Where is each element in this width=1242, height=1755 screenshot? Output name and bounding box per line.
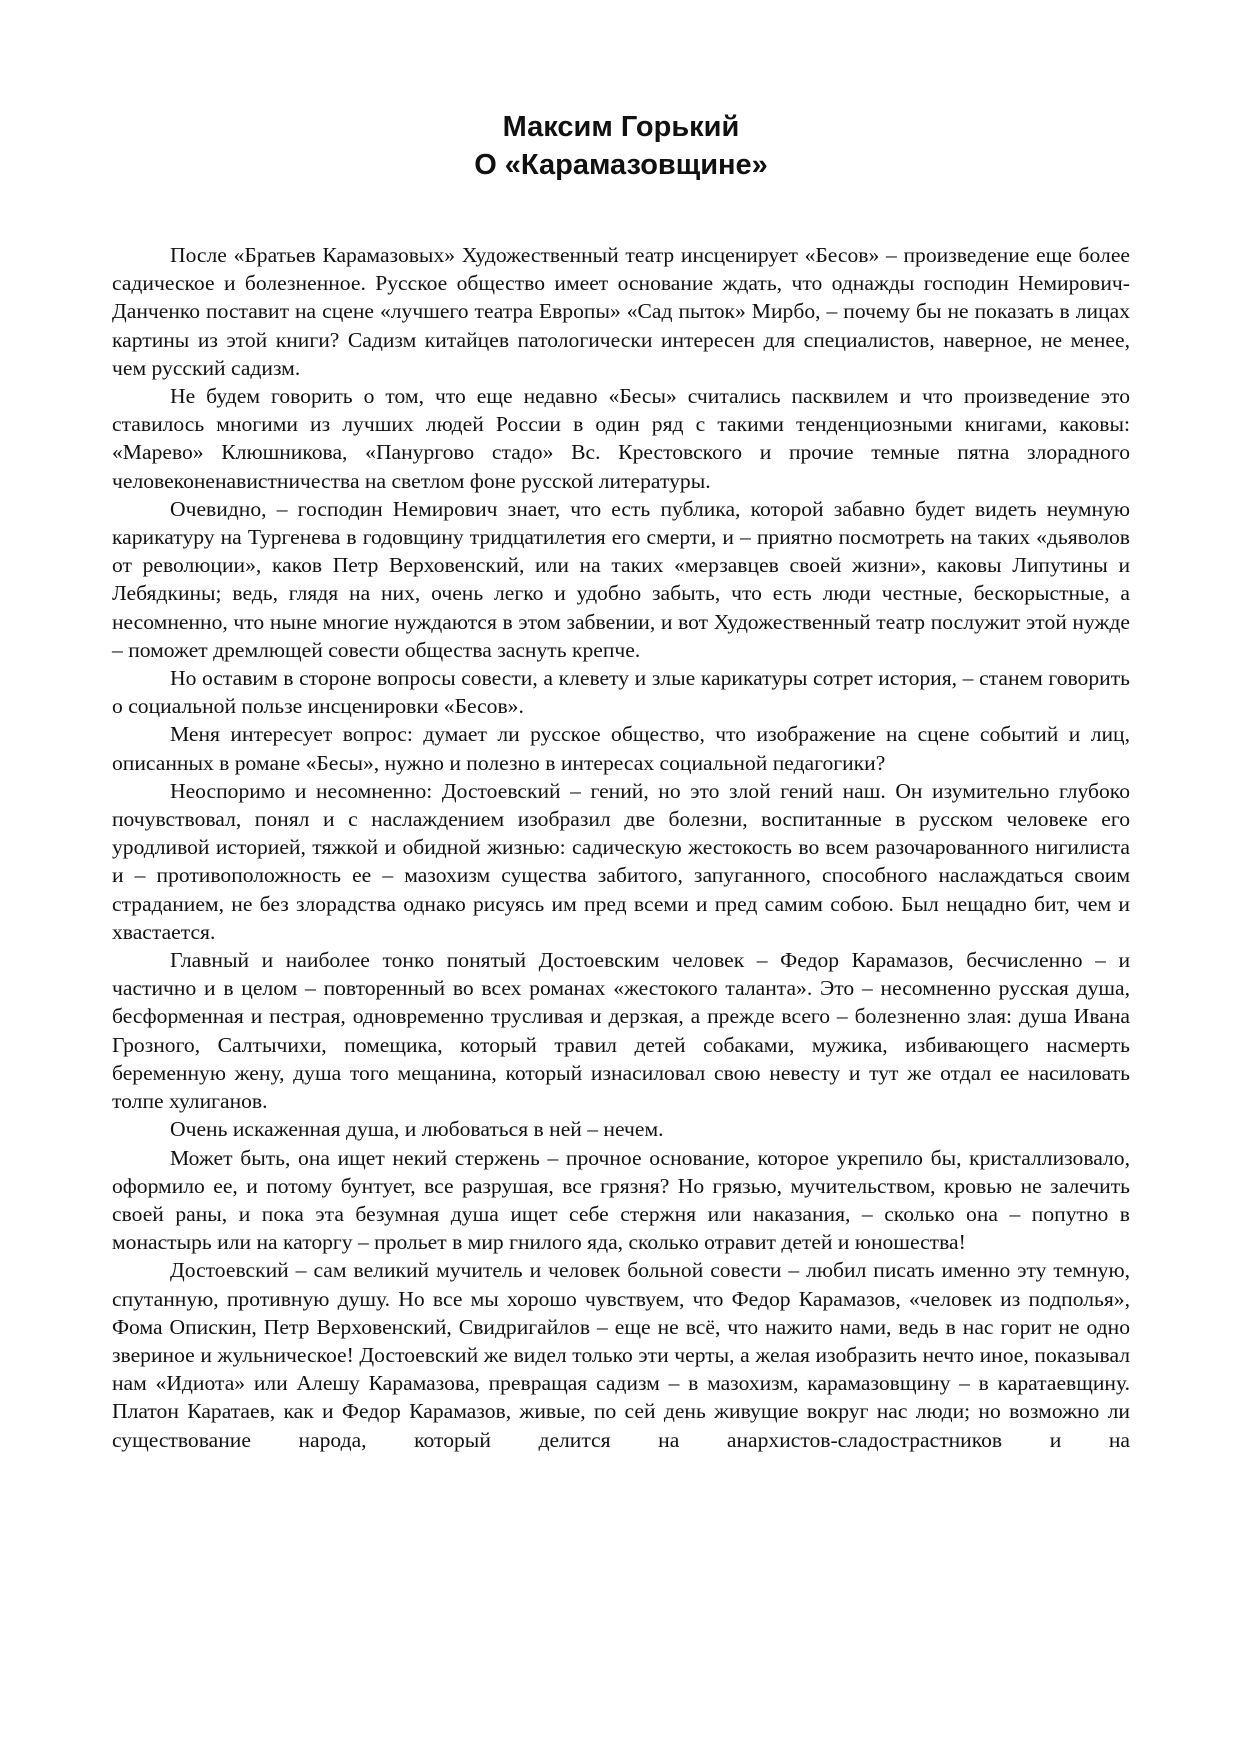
paragraph: Но оставим в стороне вопросы совести, а клевету и злые карикатуры сотрет история, – станем говорить о социальной пользе инсценировки «Бесов». xyxy=(112,666,1130,719)
essay-title: О «Карамазовщине» xyxy=(474,149,768,181)
paragraph: Главный и наиболее тонко понятый Достоевским человек – Федор Карамазов, бесчисленно – и частично и в целом – повторенный во всех романах «жестокого таланта». Это – несомненно русская душа, бесформенная и пестрая, одновременно трусливая и дерзкая, а прежде всего – болезненно злая: душа Ивана Грозного, Салтычихи, помещика, который травил детей собаками, мужика, избивающего насмерть беременную жену, душа того мещанина, который изнасиловал свою невесту и тут же отдал ее насиловать толпе хулиганов. xyxy=(112,948,1130,1114)
paragraph: Очевидно, – господин Немирович знает, что есть публика, которой забавно будет видеть неумную карикатуру на Тургенева в годовщину тридцатилетия его смерти, и – приятно посмотреть на таких «дьяволов от революции», каков Петр Верховенский, или на таких «мерзавцев своей жизни», каковы Липутины и Лебядкины; ведь, глядя на них, очень легко и удобно забыть, что есть люди честные, бескорыстные, а несомненно, что ныне многие нуждаются в этом забвении, и вот Художественный театр послужит этой нужде – поможет дремлющей совести общества заснуть крепче. xyxy=(112,496,1130,662)
paragraph: Может быть, она ищет некий стержень – прочное основание, которое укрепило бы, кристаллизовало, оформило ее, и потому бунтует, все разрушая, все грязня? Но грязью, мучительством, кровью не залечить своей раны, и пока эта безумная душа ищет себе стержня или наказания, – сколько она – попутно в монастырь или на каторгу – прольет в мир гнилого яда, сколько отравит детей и юношества! xyxy=(112,1145,1130,1255)
title-block xyxy=(0,108,1242,184)
paragraph: Очень искаженная душа, и любоваться в ней – нечем. xyxy=(170,1117,664,1142)
paragraph: Неоспоримо и несомненно: Достоевский – гений, но это злой гений наш. Он изумительно глубоко почувствовал, понял и с наслаждением изобразил две болезни, воспитанные в русском человеке его уродливой историей, тяжкой и обидной жизнью: садическую жестокость во всем разочарованного нигилиста и – противоположность ее – мазохизм существа забитого, запуганного, способного наслаждаться своим страданием, не без злорадства однако рисуясь им пред всеми и пред самим собою. Был нещадно бит, чем и хвастается. xyxy=(112,778,1130,944)
paragraph: Не будем говорить о том, что еще недавно «Бесы» считались пасквилем и что произведение это ставилось многими из лучших людей России в один ряд с такими тенденциозными книгами, каковы: «Марево» Клюшникова, «Панургово стадо» Вс. Крестовского и прочие темные пятна злорадного человеконенавистничества на светлом фоне русской литературы. xyxy=(112,384,1130,493)
paragraph: Достоевский – сам великий мучитель и человек больной совести – любил писать именно эту темную, спутанную, противную душу. Но все мы хорошо чувствуем, что Федор Карамазов, «человек из подполья», Фома Опискин, Петр Верховенский, Свидригайлов – еще не всё, что нажито нами, ведь в нас горит не одно звериное и жульническое! Достоевский же видел только эти черты, а желая изобразить нечто иное, показывал нам «Идиота» или Алешу Карамазова, превращая садизм – в мазохизм, карамазовщину – в каратаевщину. Платон Каратаев, как и Федор Карамазов, живые, по сей день живущие вокруг нас люди; но возможно ли существование народа, который делится на анархистов-сладострастников и на xyxy=(112,1258,1130,1452)
author-heading: Максим Горький xyxy=(502,111,740,143)
paragraph: После «Братьев Карамазовых» Художественный театр инсценирует «Бесов» – произведение еще более садическое и болезненное. Русское общество имеет основание ждать, что однажды господин Немирович-Данченко поставит на сцене «лучшего театра Европы» «Сад пыток» Мирбо, – почему бы не показать в лицах картины из этой книги? Садизм китайцев патологически интересен для специалистов, наверное, не менее, чем русский садизм. xyxy=(112,243,1130,380)
body-text xyxy=(112,241,1130,1454)
paragraph: Меня интересует вопрос: думает ли русское общество, что изображение на сцене событий и лиц, описанных в романе «Бесы», нужно и полезно в интересах социальной педагогики? xyxy=(112,722,1130,775)
